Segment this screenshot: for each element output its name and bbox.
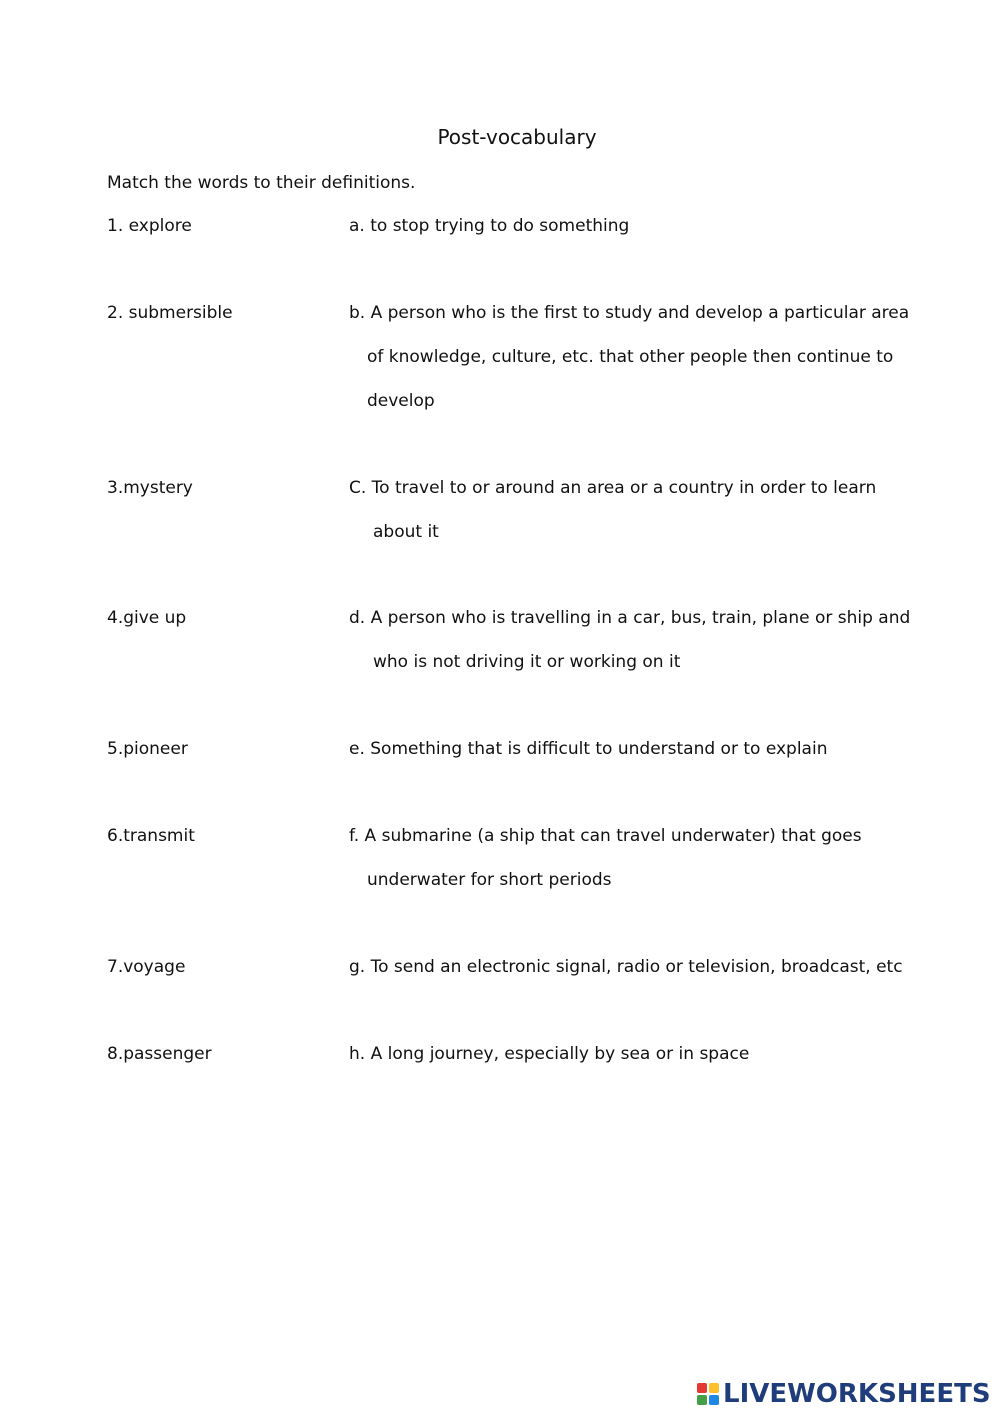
definition-line: g. To send an electronic signal, radio or television, broadcast, etc	[349, 957, 903, 977]
definition	[349, 737, 939, 781]
liveworksheets-logo-icon	[697, 1383, 719, 1405]
definition	[349, 476, 939, 564]
definition	[349, 301, 939, 433]
definition	[349, 824, 939, 912]
definition-line: h. A long journey, especially by sea or in space	[349, 1044, 750, 1064]
logo-square-icon	[709, 1395, 719, 1405]
definition-line: develop	[367, 391, 435, 411]
logo-square-icon	[697, 1383, 707, 1393]
vocab-word: 6.transmit	[107, 826, 195, 846]
liveworksheets-brand	[697, 1376, 991, 1412]
definition-line: d. A person who is travelling in a car, bus, train, plane or ship and	[349, 608, 911, 628]
vocab-word: 2. submersible	[107, 303, 233, 323]
brand-name: LIVEWORKSHEETS	[723, 1379, 991, 1409]
definition-line: about it	[373, 522, 439, 542]
vocab-word: 5.pioneer	[107, 739, 188, 759]
definition	[349, 955, 939, 999]
page-title: Post-vocabulary	[437, 125, 597, 149]
definition-line: e. Something that is difficult to understand or to explain	[349, 739, 828, 759]
definition-line: C. To travel to or around an area or a country in order to learn	[349, 478, 877, 498]
definition-line: f. A submarine (a ship that can travel underwater) that goes	[349, 826, 862, 846]
definition	[349, 214, 939, 258]
vocab-word: 7.voyage	[107, 957, 186, 977]
vocab-word: 3.mystery	[107, 478, 193, 498]
definition-line: of knowledge, culture, etc. that other people then continue to	[367, 347, 894, 367]
definition	[349, 606, 939, 694]
logo-square-icon	[709, 1383, 719, 1393]
vocab-word: 8.passenger	[107, 1044, 212, 1064]
instructions: Match the words to their definitions.	[107, 173, 416, 193]
definition-line: a. to stop trying to do something	[349, 216, 630, 236]
definition	[349, 1042, 939, 1086]
definition-line: underwater for short periods	[367, 870, 612, 890]
definition-line: who is not driving it or working on it	[373, 652, 681, 672]
logo-square-icon	[697, 1395, 707, 1405]
vocab-word: 1. explore	[107, 216, 192, 236]
definition-line: b. A person who is the first to study and develop a particular area	[349, 303, 910, 323]
vocab-word: 4.give up	[107, 608, 187, 628]
